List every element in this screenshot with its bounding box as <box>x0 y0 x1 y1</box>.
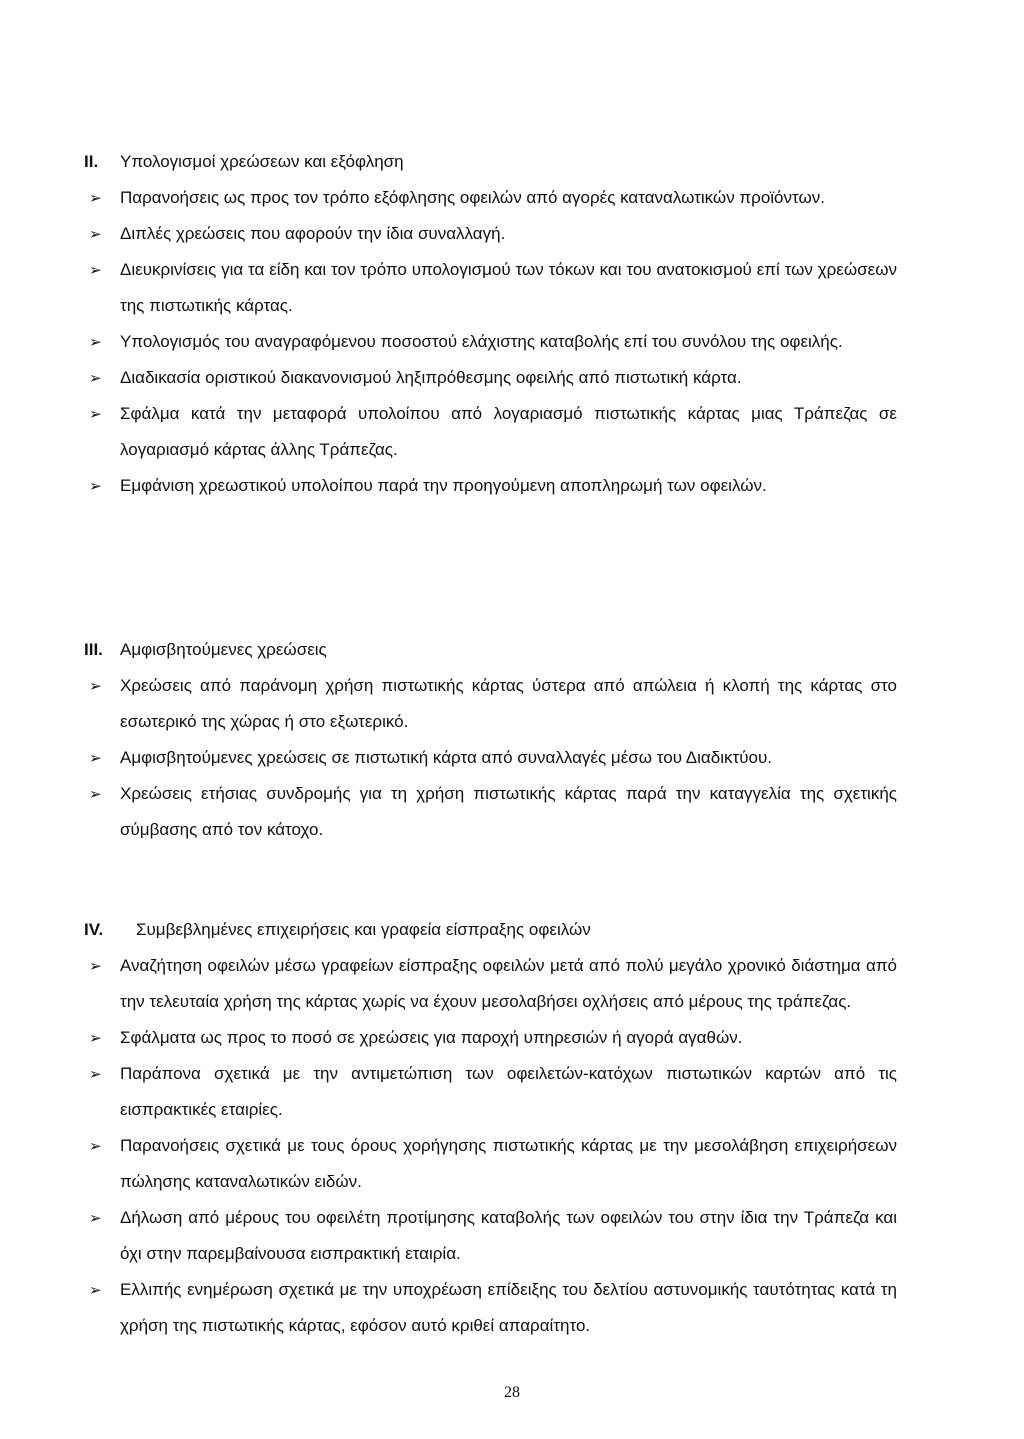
arrow-bullet-icon: ➢ <box>89 225 102 243</box>
section-number: II. <box>84 152 99 171</box>
item-text: Διευκρινίσεις για τα είδη και τον τρόπο υπολογισμού των τόκων και του ανατοκισμού επί των χρεώσεων της πιστωτικής κάρτας. <box>120 260 897 315</box>
item-text: Διαδικασία οριστικού διακανονισμού ληξιπρόθεσμης οφειλής από πιστωτική κάρτα. <box>120 368 742 387</box>
list-item <box>0 1056 1024 1128</box>
list-item <box>0 1272 1024 1344</box>
arrow-bullet-icon: ➢ <box>89 1137 102 1155</box>
arrow-bullet-icon: ➢ <box>89 677 102 695</box>
section-title: Συμβεβλημένες επιχειρήσεις και γραφεία είσπραξης οφειλών <box>136 920 591 939</box>
list-item <box>0 668 1024 740</box>
arrow-bullet-icon: ➢ <box>89 1065 102 1083</box>
arrow-bullet-icon: ➢ <box>89 957 102 975</box>
list-item <box>0 360 1024 396</box>
arrow-bullet-icon: ➢ <box>89 1029 102 1047</box>
section-iv <box>0 912 1024 1344</box>
bullet-list <box>0 668 1024 848</box>
item-text: Χρεώσεις ετήσιας συνδρομής για τη χρήση πιστωτικής κάρτας παρά την καταγγελία της σχετικής σύμβασης από τον κάτοχο. <box>120 784 897 839</box>
bullet-list <box>0 180 1024 504</box>
item-text: Παράπονα σχετικά με την αντιμετώπιση των οφειλετών-κατόχων πιστωτικών καρτών από τις εισπρακτικές εταιρίες. <box>120 1064 897 1119</box>
list-item <box>0 948 1024 1020</box>
section-number: III. <box>84 640 103 659</box>
arrow-bullet-icon: ➢ <box>89 477 102 495</box>
section-iii <box>0 632 1024 848</box>
item-text: Σφάλματα ως προς το ποσό σε χρεώσεις για παροχή υπηρεσιών ή αγορά αγαθών. <box>120 1028 743 1047</box>
arrow-bullet-icon: ➢ <box>89 749 102 767</box>
arrow-bullet-icon: ➢ <box>89 785 102 803</box>
arrow-bullet-icon: ➢ <box>89 405 102 423</box>
list-item <box>0 468 1024 504</box>
item-text: Παρανοήσεις σχετικά με τους όρους χορήγησης πιστωτικής κάρτας με την μεσολάβηση επιχειρήσεων πώλησης καταναλωτικών ειδών. <box>120 1136 897 1191</box>
arrow-bullet-icon: ➢ <box>89 1209 102 1227</box>
section-title: Υπολογισμοί χρεώσεων και εξόφληση <box>120 152 404 171</box>
section-heading <box>0 144 1024 180</box>
page-number: 28 <box>504 1384 520 1401</box>
item-text: Χρεώσεις από παράνομη χρήση πιστωτικής κάρτας ύστερα από απώλεια ή κλοπή της κάρτας στο εσωτερικό της χώρας ή στο εξωτερικό. <box>120 676 897 731</box>
item-text: Δήλωση από μέρους του οφειλέτη προτίμησης καταβολής των οφειλών του στην ίδια την Τράπεζα και όχι στην παρεμβαίνουσα εισπρακτική εταιρία. <box>120 1208 897 1263</box>
arrow-bullet-icon: ➢ <box>89 261 102 279</box>
section-heading <box>0 632 1024 668</box>
section-heading <box>0 912 1024 948</box>
list-item <box>0 396 1024 468</box>
list-item <box>0 1200 1024 1272</box>
item-text: Αμφισβητούμενες χρεώσεις σε πιστωτική κάρτα από συναλλαγές μέσω του Διαδικτύου. <box>120 748 772 767</box>
bullet-list <box>0 948 1024 1344</box>
arrow-bullet-icon: ➢ <box>89 189 102 207</box>
section-title: Αμφισβητούμενες χρεώσεις <box>120 640 327 659</box>
section-ii <box>0 144 1024 504</box>
item-text: Διπλές χρεώσεις που αφορούν την ίδια συναλλαγή. <box>120 224 506 243</box>
list-item <box>0 740 1024 776</box>
list-item <box>0 324 1024 360</box>
list-item <box>0 1128 1024 1200</box>
arrow-bullet-icon: ➢ <box>89 369 102 387</box>
list-item <box>0 1020 1024 1056</box>
item-text: Εμφάνιση χρεωστικού υπολοίπου παρά την προηγούμενη αποπληρωμή των οφειλών. <box>120 476 767 495</box>
list-item <box>0 252 1024 324</box>
item-text: Υπολογισμός του αναγραφόμενου ποσοστού ελάχιστης καταβολής επί του συνόλου της οφειλής. <box>120 332 843 351</box>
item-text: Ελλιπής ενημέρωση σχετικά με την υποχρέωση επίδειξης του δελτίου αστυνομικής ταυτότητας κατά τη χρήση της πιστωτικής κάρτας, εφόσον αυτό κριθεί απαραίτητο. <box>120 1280 897 1335</box>
list-item <box>0 216 1024 252</box>
arrow-bullet-icon: ➢ <box>89 333 102 351</box>
list-item <box>0 180 1024 216</box>
item-text: Αναζήτηση οφειλών μέσω γραφείων είσπραξης οφειλών μετά από πολύ μεγάλο χρονικό διάστημα από την τελευταία χρήση της κάρτας χωρίς να έχουν μεσολαβήσει οχλήσεις από μέρους της τράπεζας. <box>120 956 897 1011</box>
list-item <box>0 776 1024 848</box>
item-text: Παρανοήσεις ως προς τον τρόπο εξόφλησης οφειλών από αγορές καταναλωτικών προϊόντων. <box>120 188 825 207</box>
arrow-bullet-icon: ➢ <box>89 1281 102 1299</box>
item-text: Σφάλμα κατά την μεταφορά υπολοίπου από λογαριασμό πιστωτικής κάρτας μιας Τράπεζας σε λογαριασμό κάρτας άλλης Τράπεζας. <box>120 404 897 459</box>
section-number: IV. <box>84 920 104 939</box>
